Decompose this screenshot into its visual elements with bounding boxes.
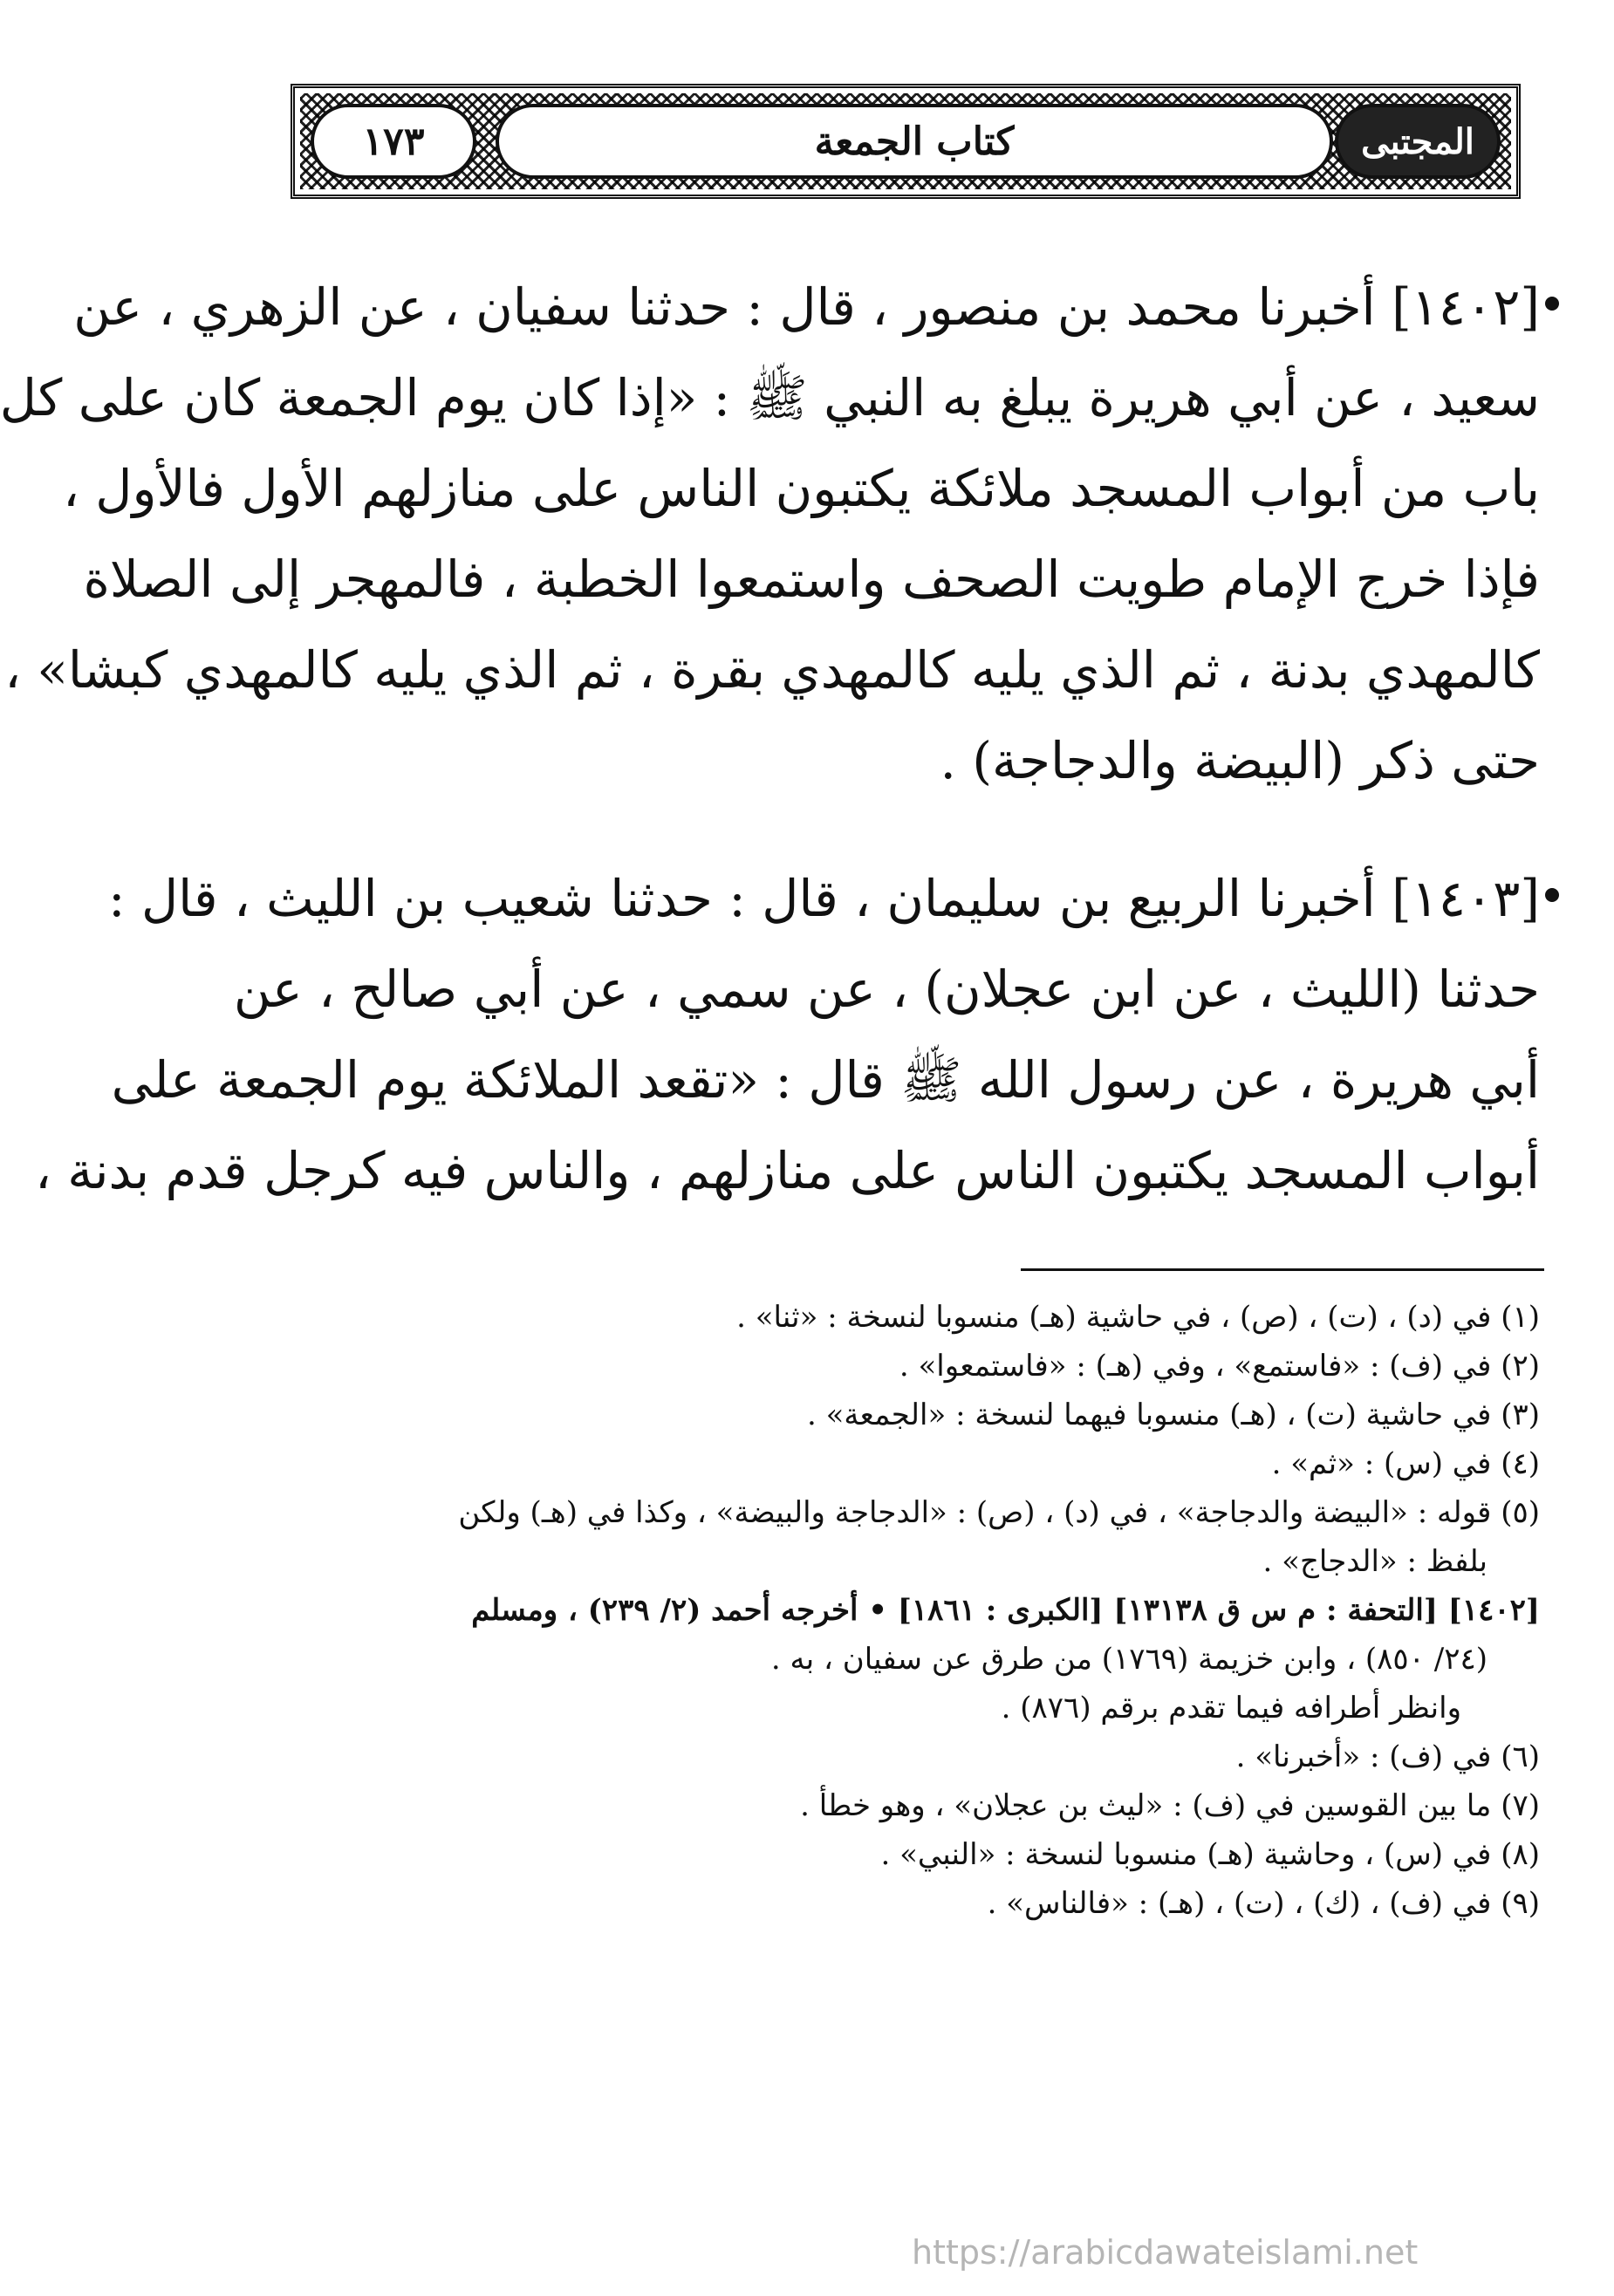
bullet-icon: [1545, 297, 1559, 311]
text-line: فإذا خرج الإمام طويت الصحف واستمعوا الخطبة ، فالمهجر إلى الصلاة: [83, 550, 1540, 609]
hadith-1403: [35, 853, 1540, 1216]
bullet-icon: [1545, 888, 1559, 902]
footnote: (٩) في (ف) ، (ك) ، (ت) ، (هـ) : «فالناس» .: [987, 1886, 1540, 1921]
text-line: أبواب المسجد يكتبون الناس على منازلهم ، والناس فيه كرجل قدم بدنة ،: [35, 1141, 1540, 1200]
takhrij-note: (٢٤/ ٨٥٠) ، وابن خزيمة (١٧٦٩) من طرق عن سفيان ، به .: [770, 1642, 1487, 1677]
watermark: https://arabicdawateislami.net: [912, 2233, 1419, 2272]
text-line: [١٤٠٣] أخبرنا الربيع بن سليمان ، قال : حدثنا شعيب بن الليث ، قال :: [108, 869, 1540, 928]
page-number: ١٧٣: [362, 119, 425, 164]
footnote-divider: [1021, 1268, 1544, 1271]
book-logo: [1335, 104, 1501, 179]
page-header: [291, 84, 1521, 199]
footnotes: [284, 1293, 1540, 1928]
takhrij-note: وانظر أطرافه فيما تقدم برقم (٨٧٦) .: [1001, 1691, 1461, 1725]
text-line: باب من أبواب المسجد ملائكة يكتبون الناس على منازلهم الأول فالأول ،: [63, 459, 1540, 518]
text-line: كالمهدي بدنة ، ثم الذي يليه كالمهدي بقرة ، ثم الذي يليه كالمهدي كبشا» ،: [4, 640, 1540, 700]
page-number-box: [311, 104, 476, 179]
footnote: (٤) في (س) : «ثم» .: [1271, 1446, 1540, 1481]
footnote: (٧) ما بين القوسين في (ف) : «ليث بن عجلان» ، وهو خطأ .: [800, 1788, 1540, 1823]
chapter-title-box: [496, 104, 1333, 179]
footnote: بلفظ : «الدجاج» .: [1262, 1544, 1487, 1579]
footnote: (٢) في (ف) : «فاستمع» ، وفي (هـ) : «فاستمعوا» .: [899, 1349, 1540, 1384]
main-text: [0, 262, 1540, 1263]
footnote: (١) في (د) ، (ت) ، (ص) ، في حاشية (هـ) منسوبا لنسخة : «ثنا» .: [736, 1300, 1540, 1335]
text-line: أبي هريرة ، عن رسول الله ﷺ قال : «تقعد الملائكة يوم الجمعة على: [111, 1050, 1540, 1110]
book-logo-text: المجتبى: [1361, 120, 1474, 162]
takhrij-note: [١٤٠٢] [التحفة : م س ق ١٣١٣٨] [الكبرى : ١٨٦١] • أخرجه أحمد (٢/ ٢٣٩) ، ومسلم: [471, 1593, 1540, 1628]
footnote: (٨) في (س) ، وحاشية (هـ) منسوبا لنسخة : «النبي» .: [880, 1837, 1540, 1872]
text-line: سعيد ، عن أبي هريرة يبلغ به النبي ﷺ : «إذا كان يوم الجمعة كان على كل: [0, 368, 1540, 427]
footnote: (٣) في حاشية (ت) ، (هـ) منسوبا فيهما لنسخة : «الجمعة» .: [807, 1397, 1540, 1432]
footnote: (٥) قوله : «البيضة والدجاجة» ، في (د) ، (ص) : «الدجاجة والبيضة» ، وكذا في (هـ) ولكن: [458, 1495, 1540, 1530]
chapter-title: كتاب الجمعة: [814, 119, 1015, 164]
footnote: (٦) في (ف) : «أخبرنا» .: [1235, 1739, 1540, 1774]
text-line: حتى ذكر (البيضة والدجاجة) .: [940, 731, 1540, 790]
text-line: حدثنا (الليث ، عن ابن عجلان) ، عن سمي ، عن أبي صالح ، عن: [233, 960, 1540, 1019]
text-line: [١٤٠٢] أخبرنا محمد بن منصور ، قال : حدثنا سفيان ، عن الزهري ، عن: [73, 277, 1540, 337]
hadith-1402: [0, 262, 1540, 806]
